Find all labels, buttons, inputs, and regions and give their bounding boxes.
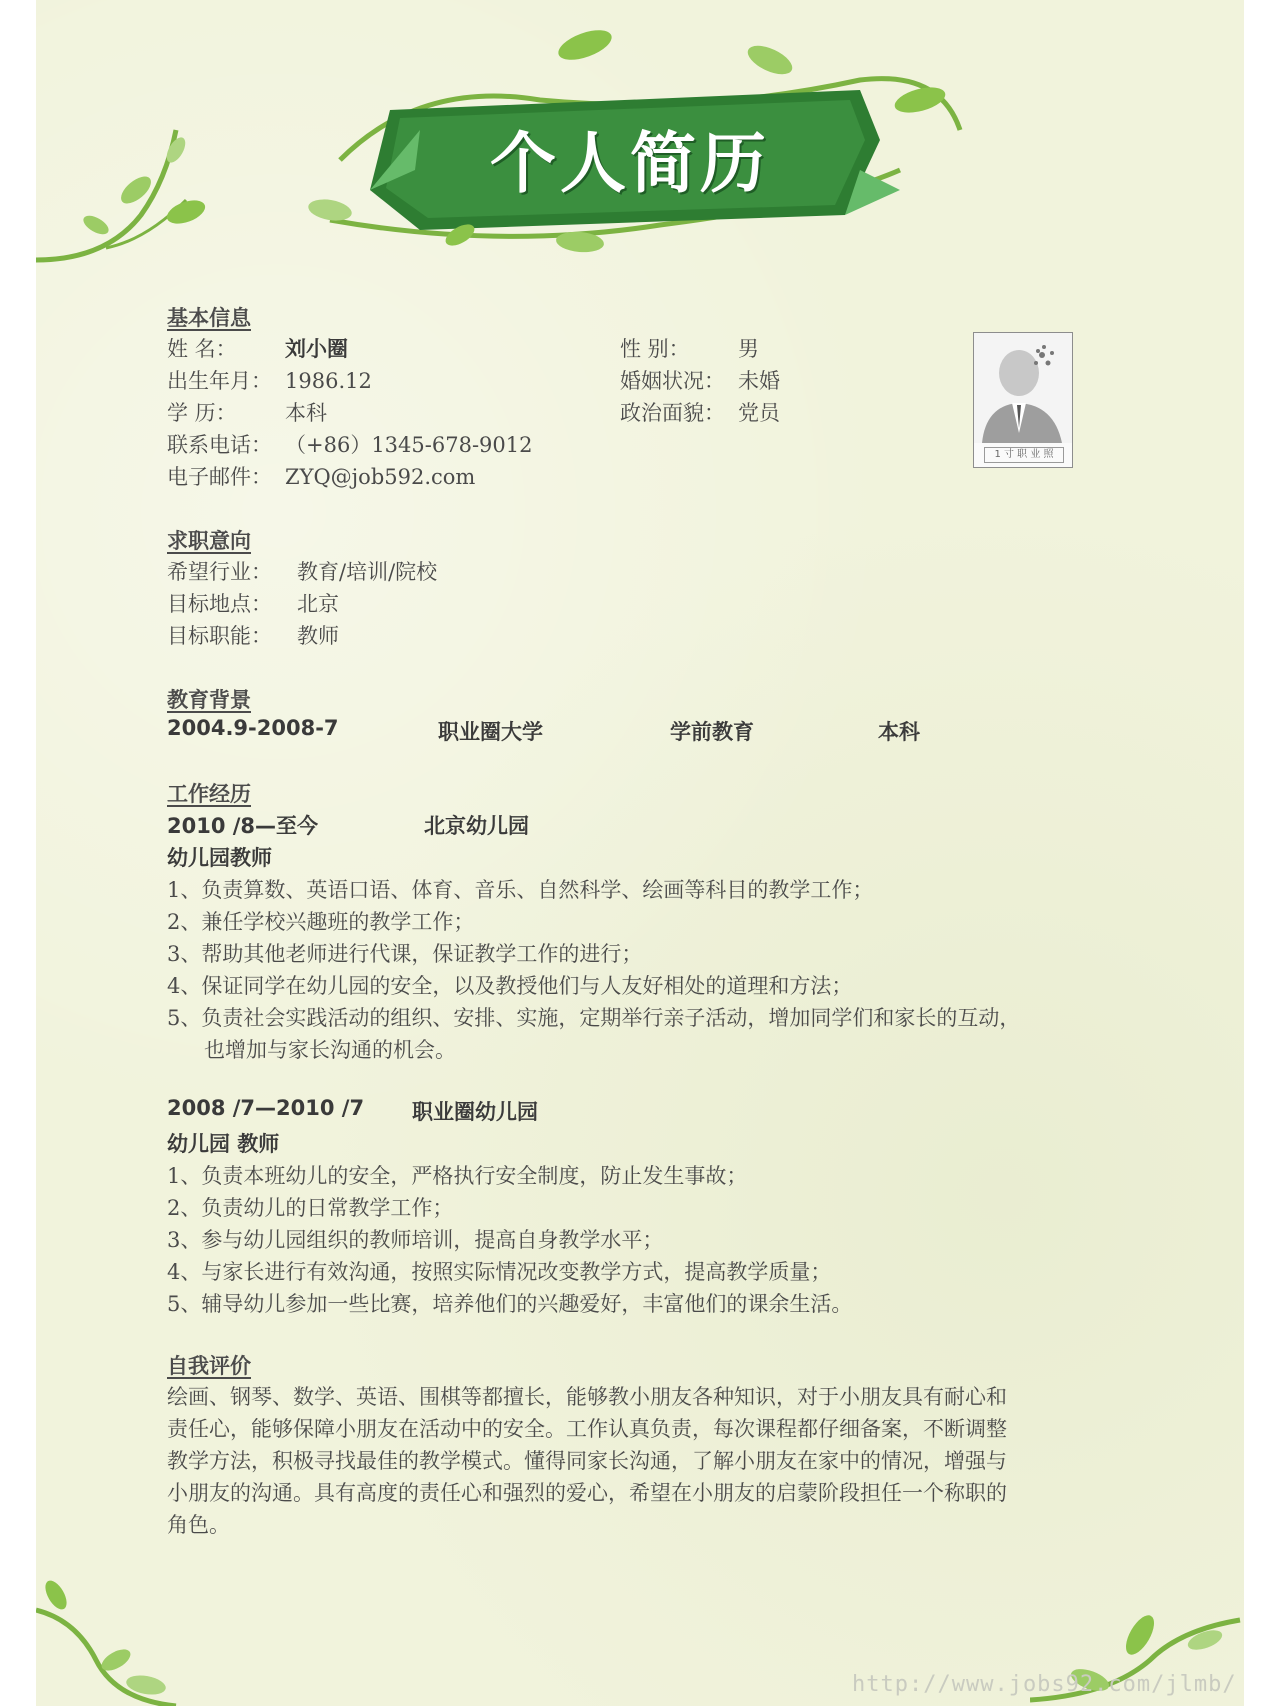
job-1-period: 2010 /8—至今 [167,814,319,838]
self-eval-line: 角色。 [167,1513,230,1537]
field-label: 联系电话： [167,433,272,457]
self-eval-line: 责任心，能够保障小朋友在活动中的安全。工作认真负责，每次课程都仔细备案，不断调整 [167,1417,1007,1441]
field-value-function: 教师 [297,624,339,648]
intent-industry-row [167,556,437,586]
section-heading-education: 教育背景 [167,688,251,712]
job-1-duty: 2、兼任学校兴趣班的教学工作； [167,910,475,934]
basic-gender-row [620,333,759,363]
field-label: 学 历： [167,401,237,425]
job-2-period: 2008 /7—2010 /7 [167,1096,365,1120]
section-heading-basic: 基本信息 [167,306,251,330]
job-1-company: 北京幼儿园 [424,814,529,838]
education-school: 职业圈大学 [438,720,543,744]
job-2-duty: 5、辅导幼儿参加一些比赛，培养他们的兴趣爱好，丰富他们的课余生活。 [167,1292,853,1316]
field-label: 目标职能： [167,624,272,648]
self-eval-line: 小朋友的沟通。具有高度的责任心和强烈的爱心，希望在小朋友的启蒙阶段担任一个称职的 [167,1481,1007,1505]
resume-title: 个人简历 [490,124,770,202]
self-eval-line: 绘画、钢琴、数学、英语、围棋等都擅长，能够教小朋友各种知识，对于小朋友具有耐心和 [167,1385,1007,1409]
field-label: 姓 名： [167,337,237,361]
profile-photo [973,332,1073,468]
field-label: 婚姻状况： [620,369,725,393]
photo-caption: 1 寸 职 业 照 [984,447,1064,463]
section-heading-work: 工作经历 [167,782,251,806]
job-1-duty: 3、帮助其他老师进行代课，保证教学工作的进行； [167,942,643,966]
basic-phone-row [167,429,532,459]
field-label: 电子邮件： [167,465,272,489]
basic-education-row [167,397,327,427]
job-2-position: 幼儿园 教师 [167,1132,280,1156]
field-value-name: 刘小圈 [285,337,348,361]
field-label: 希望行业： [167,560,272,584]
job-2-duty: 2、负责幼儿的日常教学工作； [167,1196,454,1220]
field-value-location: 北京 [297,592,339,616]
job-2-duty: 4、与家长进行有效沟通，按照实际情况改变教学方式，提高教学质量； [167,1260,832,1284]
field-label: 目标地点： [167,592,272,616]
avatar-icon [974,333,1072,443]
intent-location-row [167,588,339,618]
job-2-duty: 1、负责本班幼儿的安全，严格执行安全制度，防止发生事故； [167,1164,748,1188]
field-value-marital: 未婚 [738,369,780,393]
watermark-url: http://www.jobs92.com/jlmb/ [852,1672,1237,1697]
job-1-duty: 5、负责社会实践活动的组织、安排、实施，定期举行亲子活动，增加同学们和家长的互动， [167,1006,1021,1030]
basic-marital-row [620,365,780,395]
field-value-email: ZYQ@job592.com [285,465,476,489]
education-major: 学前教育 [670,720,754,744]
section-heading-intent: 求职意向 [167,529,251,553]
job-2-company: 职业圈幼儿园 [412,1100,538,1124]
job-1-duty: 1、负责算数、英语口语、体育、音乐、自然科学、绘画等科目的教学工作； [167,878,874,902]
basic-political-row [620,397,780,427]
vine-bottom-left-decoration [36,1580,186,1706]
basic-name-row [167,333,348,363]
job-1-duty: 4、保证同学在幼儿园的安全，以及教授他们与人友好相处的道理和方法； [167,974,853,998]
field-value-political: 党员 [738,401,780,425]
field-label: 出生年月： [167,369,272,393]
job-2-duty: 3、参与幼儿园组织的教师培训，提高自身教学水平； [167,1228,664,1252]
field-value-birth: 1986.12 [285,369,372,393]
vine-top-left-decoration [36,120,206,270]
field-value-phone: （+86）1345-678-9012 [285,433,533,457]
field-label: 政治面貌： [620,401,725,425]
self-eval-line: 教学方法，积极寻找最佳的教学模式。懂得同家长沟通，了解小朋友在家中的情况，增强与 [167,1449,1007,1473]
basic-email-row [167,461,475,491]
field-value-industry: 教育/培训/院校 [297,560,438,584]
intent-function-row [167,620,339,650]
job-1-duty-continued: 也增加与家长沟通的机会。 [204,1038,456,1062]
basic-birth-row [167,365,372,395]
job-1-position: 幼儿园教师 [167,846,272,870]
field-label: 性 别： [620,337,690,361]
section-heading-self-eval: 自我评价 [167,1354,251,1378]
education-period: 2004.9-2008-7 [167,716,339,740]
field-value-education: 本科 [285,401,327,425]
field-value-gender: 男 [738,337,759,361]
education-degree: 本科 [878,720,920,744]
